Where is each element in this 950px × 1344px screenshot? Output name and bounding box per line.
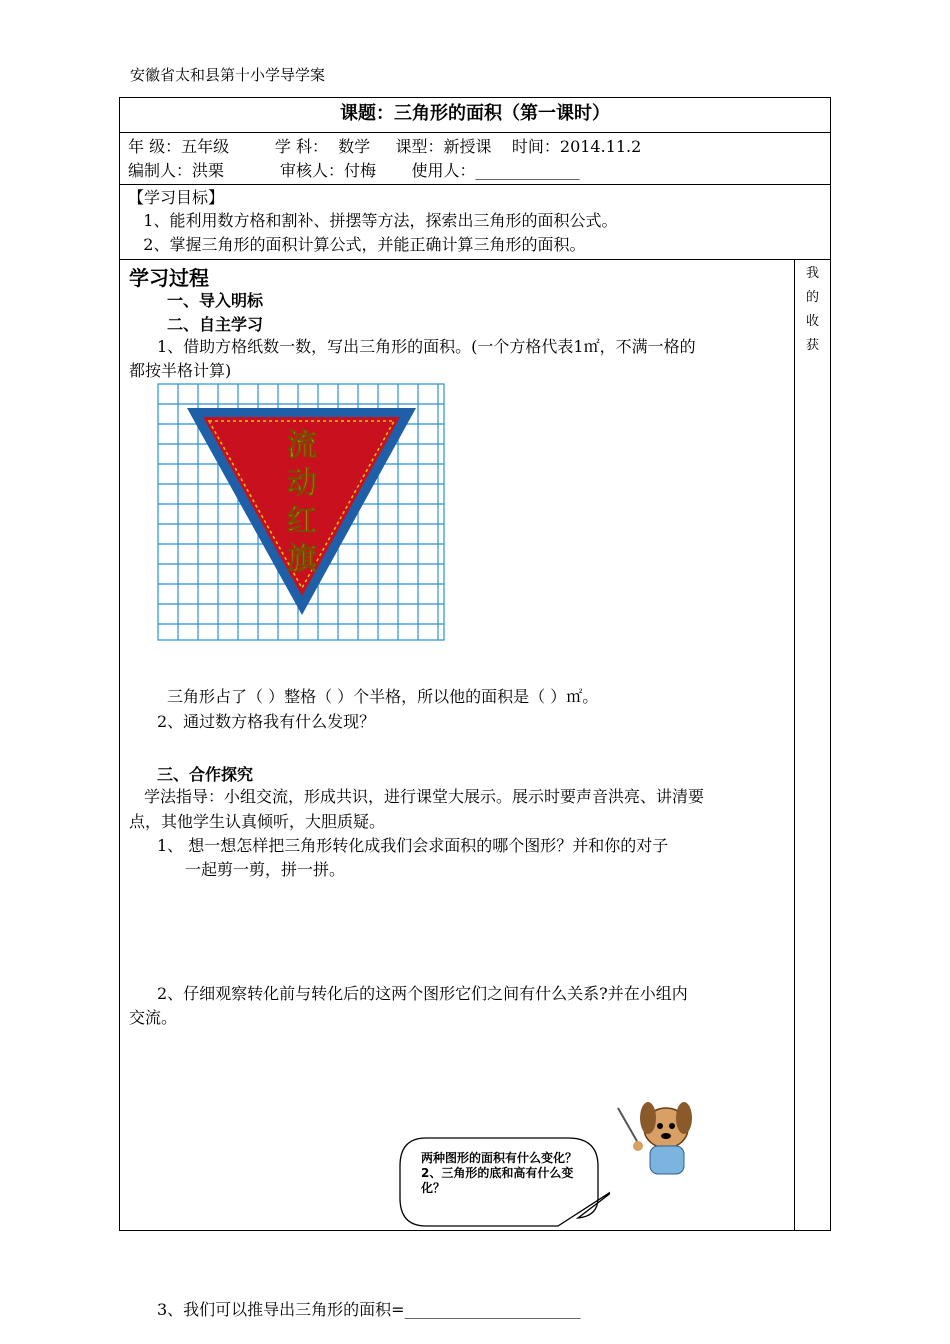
info-line-1: 年 级：五年级 学 科： 数学 课型：新授课 时间：2014.11.2	[128, 137, 642, 156]
info-row	[120, 133, 830, 185]
coop-question-2: 2、仔细观察转化前与转化后的这两个图形它们之间有什么关系?并在小组内	[157, 984, 688, 1003]
answer-line: 三角形占了（ ）整格（ ）个半格，所以他的面积是（ ）㎡。	[167, 687, 599, 706]
section-intro: 一、导入明标	[167, 291, 264, 310]
grid-flag-figure	[157, 383, 445, 641]
bubble-line-1: 两种图形的面积有什么变化？	[421, 1151, 578, 1165]
my-gains-column	[795, 260, 830, 1230]
bubble-text	[421, 1151, 596, 1196]
question-1-cont: 都按半格计算)	[129, 361, 232, 380]
method-line-2: 点，其他学生认真倾听，大胆质疑。	[129, 812, 386, 831]
side-char-2: 的	[805, 290, 819, 305]
coop-question-1-cont: 一起剪一剪，拼一拼。	[185, 860, 346, 879]
flag-char-4: 旗	[287, 542, 317, 577]
flag-char-1: 流	[287, 428, 317, 463]
bubble-line-2: 2、三角形的底和高有什么变化？	[421, 1166, 574, 1195]
process-heading: 学习过程	[129, 266, 209, 290]
section-self-study: 二、自主学习	[167, 315, 264, 334]
side-char-3: 收	[805, 314, 819, 329]
goal-item-2: 2、掌握三角形的面积计算公式，并能正确计算三角形的面积。	[128, 235, 586, 254]
section-cooperate: 三、合作探究	[157, 765, 254, 784]
side-char-1: 我	[805, 266, 819, 281]
school-header: 安徽省太和县第十小学导学案	[130, 66, 326, 84]
question-2: 2、通过数方格我有什么发现？	[157, 712, 376, 731]
question-1: 1、借助方格纸数一数，写出三角形的面积。(一个方格代表1㎡，不满一格的	[157, 337, 696, 356]
cartoon-dog-icon	[608, 1088, 708, 1183]
flag-char-3: 红	[287, 504, 317, 539]
method-line-1: 学法指导：小组交流，形成共识，进行课堂大展示。展示时要声音洪亮、讲清要	[144, 787, 705, 806]
lesson-table	[119, 97, 831, 1319]
coop-question-3: 3、我们可以推导出三角形的面积=______________________	[157, 1300, 581, 1319]
side-char-4: 获	[805, 338, 819, 353]
flag-char-2: 动	[287, 466, 317, 501]
coop-question-1: 1、 想一想怎样把三角形转化成我们会求面积的哪个图形？并和你的对子	[157, 836, 669, 855]
lesson-title: 课题：三角形的面积（第一课时）	[120, 98, 830, 133]
coop-question-2-cont: 交流。	[129, 1008, 178, 1027]
goal-item-1: 1、能利用数方格和割补、拼摆等方法，探索出三角形的面积公式。	[128, 211, 618, 230]
goals-heading: 【学习目标】	[128, 188, 225, 207]
goals-row	[120, 185, 830, 260]
process-cell	[120, 260, 795, 1319]
info-line-2: 编制人：洪栗 审核人：付梅 使用人：_____________	[128, 161, 580, 180]
